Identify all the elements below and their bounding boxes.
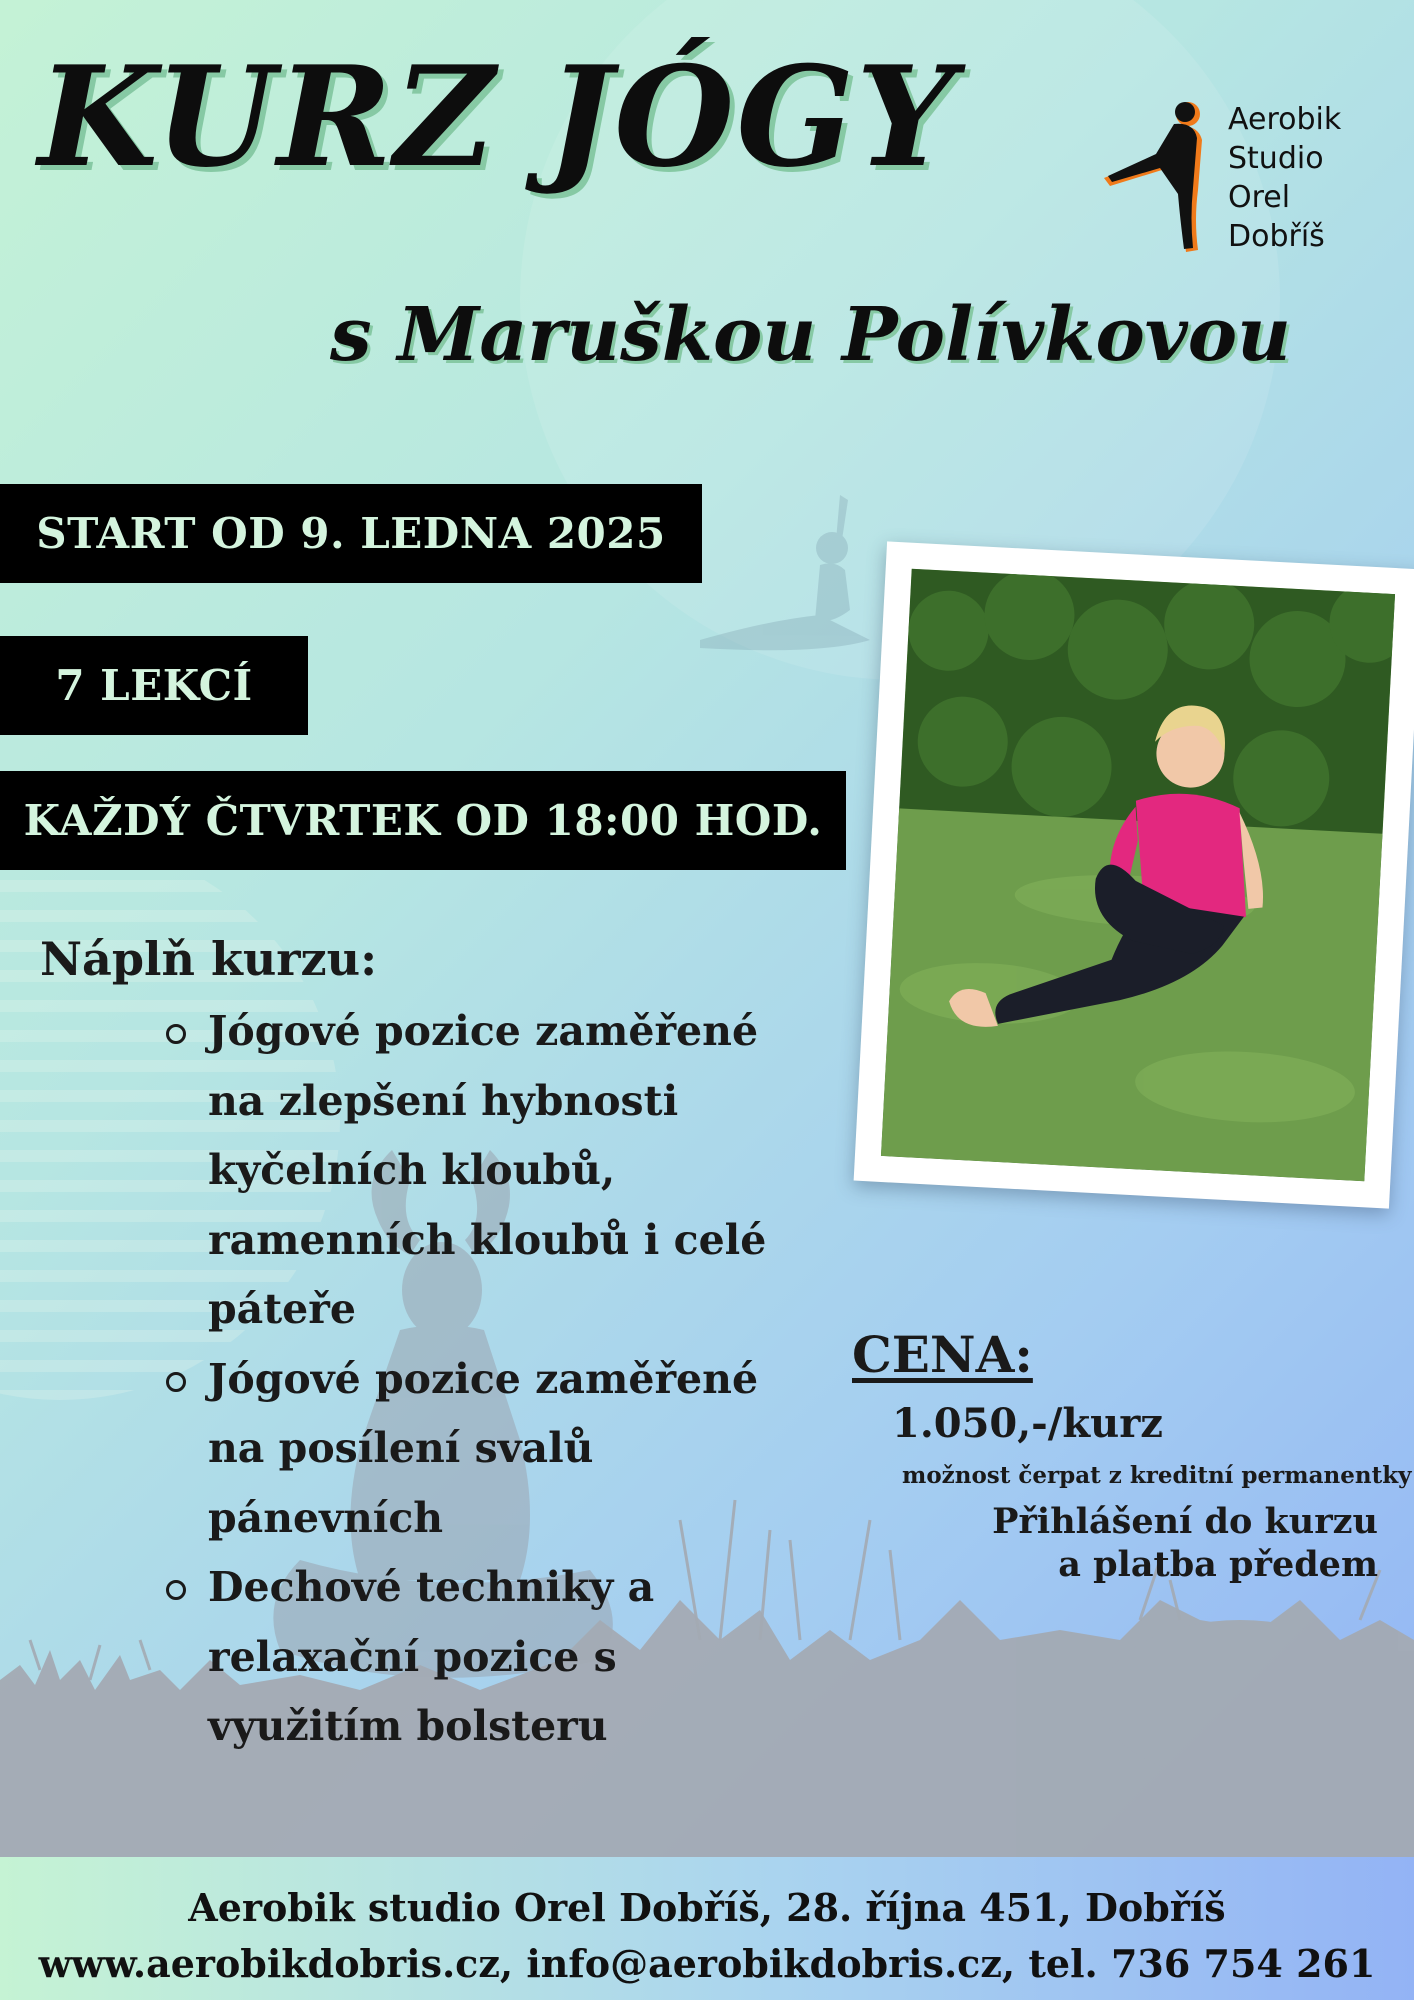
- lessons-banner: 7 LEKCÍ: [0, 636, 308, 735]
- list-item: [162, 1345, 822, 1554]
- instructor-photo-frame: [854, 541, 1414, 1208]
- start-date-banner: START OD 9. LEDNA 2025: [0, 484, 702, 583]
- logo-line: Studio: [1228, 141, 1324, 176]
- list-item-text: Dechové techniky a relaxační pozice s využitím bolsteru: [208, 1563, 655, 1750]
- circle-bullet-icon: [166, 1024, 186, 1044]
- signup-note: [992, 1500, 1378, 1586]
- price-value: 1.050,-/kurz: [892, 1400, 1163, 1447]
- course-content-heading: Náplň kurzu:: [40, 932, 378, 986]
- studio-logo-text: [1228, 100, 1341, 256]
- course-content-list: [162, 997, 822, 1762]
- price-heading: CENA:: [852, 1325, 1033, 1384]
- page-title: KURZ JÓGY: [38, 35, 957, 198]
- list-item-text: Jógové pozice zaměřené na posílení svalů pánevních: [208, 1354, 759, 1542]
- studio-logo: [1102, 100, 1372, 260]
- logo-line: Orel: [1228, 180, 1291, 215]
- schedule-banner: KAŽDÝ ČTVRTEK OD 18:00 HOD.: [0, 771, 846, 870]
- footer-address: Aerobik studio Orel Dobříš, 28. října 451, Dobříš: [188, 1885, 1226, 1930]
- list-item: [162, 997, 822, 1345]
- list-item: [162, 1553, 822, 1762]
- signup-line: a platba předem: [1058, 1544, 1378, 1585]
- circle-bullet-icon: [166, 1580, 186, 1600]
- circle-bullet-icon: [166, 1372, 186, 1392]
- signup-line: Přihlášení do kurzu: [992, 1501, 1378, 1542]
- footer-contact: www.aerobikdobris.cz, info@aerobikdobris.cz, tel. 736 754 261: [38, 1941, 1376, 1986]
- instructor-photo-illustration: [881, 569, 1395, 1182]
- logo-line: Aerobik: [1228, 102, 1342, 137]
- list-item-text: Jógové pozice zaměřené na zlepšení hybnosti kyčelních kloubů, ramenních kloubů i celé páteře: [208, 1007, 767, 1333]
- footer: [0, 1857, 1414, 2000]
- logo-line: Dobříš: [1228, 219, 1325, 254]
- price-note: možnost čerpat z kreditní permanentky: [902, 1462, 1412, 1489]
- instructor-photo: [881, 569, 1395, 1182]
- dancer-silhouette-icon: [1102, 100, 1222, 260]
- instructor-subtitle: s Maruškou Polívkovou: [330, 292, 1291, 378]
